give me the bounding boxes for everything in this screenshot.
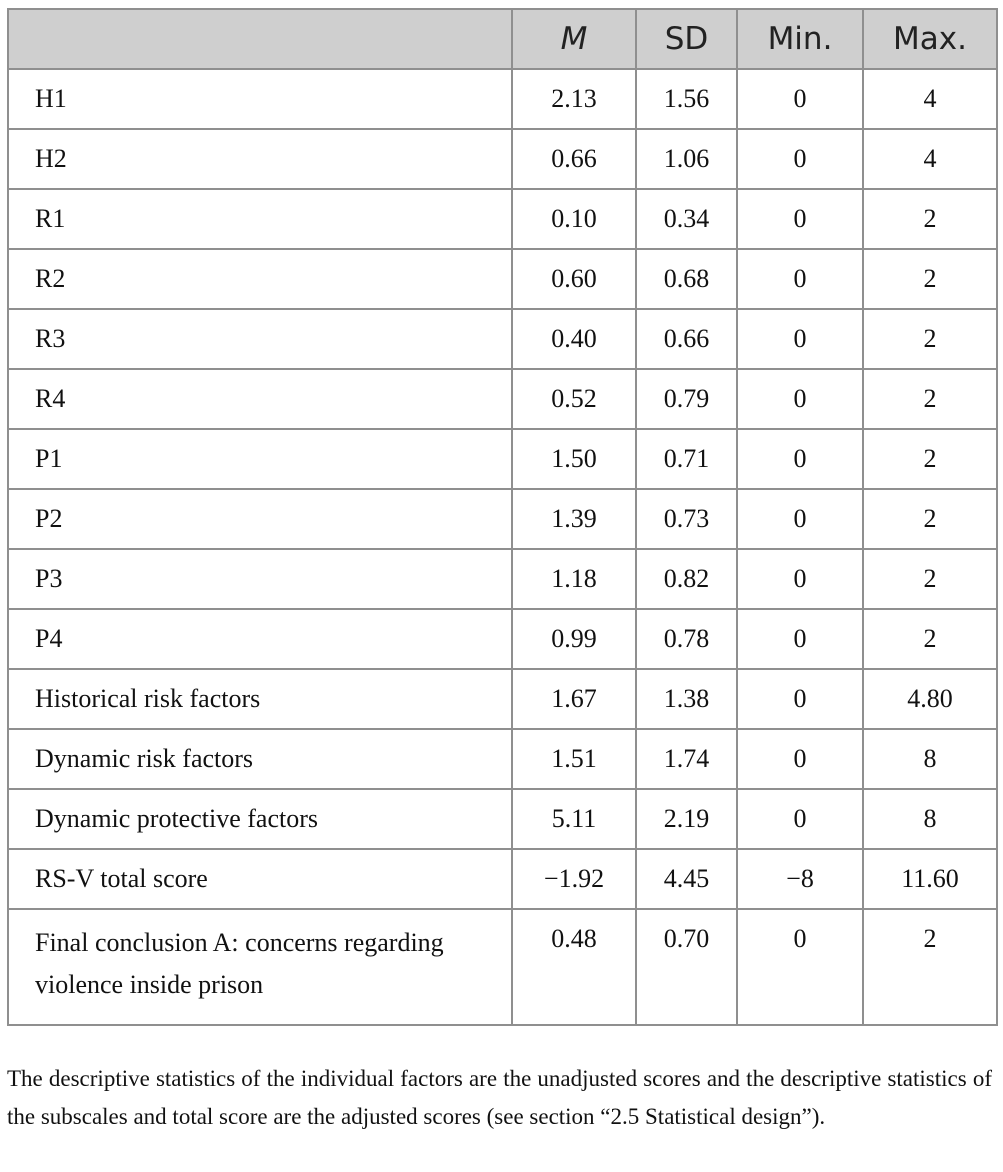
mean-cell: 0.66 — [512, 129, 636, 189]
mean-cell: 1.39 — [512, 489, 636, 549]
row-label: Dynamic risk factors — [8, 729, 512, 789]
max-cell: 4 — [863, 69, 997, 129]
mean-cell: 1.50 — [512, 429, 636, 489]
table-row — [8, 189, 997, 249]
min-cell: 0 — [737, 489, 863, 549]
sd-cell: 0.73 — [636, 489, 737, 549]
table-row — [8, 549, 997, 609]
row-label: P4 — [8, 609, 512, 669]
min-cell: 0 — [737, 189, 863, 249]
row-label: R2 — [8, 249, 512, 309]
table-container — [7, 8, 996, 1026]
max-cell: 2 — [863, 909, 997, 1025]
sd-cell: 1.38 — [636, 669, 737, 729]
table-row — [8, 489, 997, 549]
row-label: Final conclusion A: concerns regarding violence inside prison — [8, 909, 512, 1025]
min-cell: 0 — [737, 309, 863, 369]
table-row — [8, 69, 997, 129]
row-label: R3 — [8, 309, 512, 369]
min-cell: 0 — [737, 129, 863, 189]
max-cell: 4 — [863, 129, 997, 189]
table-row — [8, 669, 997, 729]
min-cell: 0 — [737, 549, 863, 609]
min-cell: 0 — [737, 249, 863, 309]
sd-cell: 0.71 — [636, 429, 737, 489]
sd-cell: 0.34 — [636, 189, 737, 249]
mean-cell: 1.18 — [512, 549, 636, 609]
max-cell: 2 — [863, 249, 997, 309]
table-row — [8, 909, 997, 1025]
header-row — [8, 9, 997, 69]
min-cell: 0 — [737, 789, 863, 849]
header-sd: SD — [636, 9, 737, 69]
table-footnote: The descriptive statistics of the individual factors are the unadjusted scores and the descriptive statistics of the subscales and total score are the adjusted scores (see section “2.5 Statistical design”). — [7, 1066, 992, 1129]
table-row — [8, 249, 997, 309]
descriptive-statistics-table — [7, 8, 998, 1026]
row-label: P2 — [8, 489, 512, 549]
mean-cell: 2.13 — [512, 69, 636, 129]
mean-cell: 1.51 — [512, 729, 636, 789]
row-label: P3 — [8, 549, 512, 609]
table-row — [8, 129, 997, 189]
min-cell: 0 — [737, 729, 863, 789]
min-cell: 0 — [737, 609, 863, 669]
row-label: H2 — [8, 129, 512, 189]
max-cell: 2 — [863, 369, 997, 429]
row-label: Historical risk factors — [8, 669, 512, 729]
mean-cell: 0.99 — [512, 609, 636, 669]
min-cell: 0 — [737, 369, 863, 429]
table-row — [8, 369, 997, 429]
mean-cell: 0.52 — [512, 369, 636, 429]
row-label: Dynamic protective factors — [8, 789, 512, 849]
row-label: P1 — [8, 429, 512, 489]
max-cell: 8 — [863, 789, 997, 849]
sd-cell: 1.74 — [636, 729, 737, 789]
max-cell: 2 — [863, 549, 997, 609]
max-cell: 2 — [863, 489, 997, 549]
min-cell: 0 — [737, 909, 863, 1025]
row-label: H1 — [8, 69, 512, 129]
max-cell: 2 — [863, 429, 997, 489]
table-row — [8, 729, 997, 789]
min-cell: 0 — [737, 69, 863, 129]
max-cell: 4.80 — [863, 669, 997, 729]
row-label: R4 — [8, 369, 512, 429]
mean-cell: 0.40 — [512, 309, 636, 369]
table-row — [8, 849, 997, 909]
min-cell: 0 — [737, 429, 863, 489]
max-cell: 2 — [863, 309, 997, 369]
sd-cell: 0.70 — [636, 909, 737, 1025]
table-row — [8, 789, 997, 849]
sd-cell: 0.66 — [636, 309, 737, 369]
header-min: Min. — [737, 9, 863, 69]
mean-cell: 0.48 — [512, 909, 636, 1025]
row-label: RS-V total score — [8, 849, 512, 909]
min-cell: −8 — [737, 849, 863, 909]
header-mean: M — [512, 9, 636, 69]
max-cell: 11.60 — [863, 849, 997, 909]
mean-cell: 5.11 — [512, 789, 636, 849]
mean-cell: −1.92 — [512, 849, 636, 909]
header-max: Max. — [863, 9, 997, 69]
mean-cell: 1.67 — [512, 669, 636, 729]
header-blank — [8, 9, 512, 69]
min-cell: 0 — [737, 669, 863, 729]
table-row — [8, 429, 997, 489]
sd-cell: 2.19 — [636, 789, 737, 849]
sd-cell: 0.79 — [636, 369, 737, 429]
mean-cell: 0.10 — [512, 189, 636, 249]
sd-cell: 0.82 — [636, 549, 737, 609]
table-row — [8, 309, 997, 369]
max-cell: 8 — [863, 729, 997, 789]
mean-cell: 0.60 — [512, 249, 636, 309]
sd-cell: 0.68 — [636, 249, 737, 309]
max-cell: 2 — [863, 189, 997, 249]
sd-cell: 0.78 — [636, 609, 737, 669]
sd-cell: 1.06 — [636, 129, 737, 189]
sd-cell: 1.56 — [636, 69, 737, 129]
sd-cell: 4.45 — [636, 849, 737, 909]
max-cell: 2 — [863, 609, 997, 669]
row-label: R1 — [8, 189, 512, 249]
table-row — [8, 609, 997, 669]
